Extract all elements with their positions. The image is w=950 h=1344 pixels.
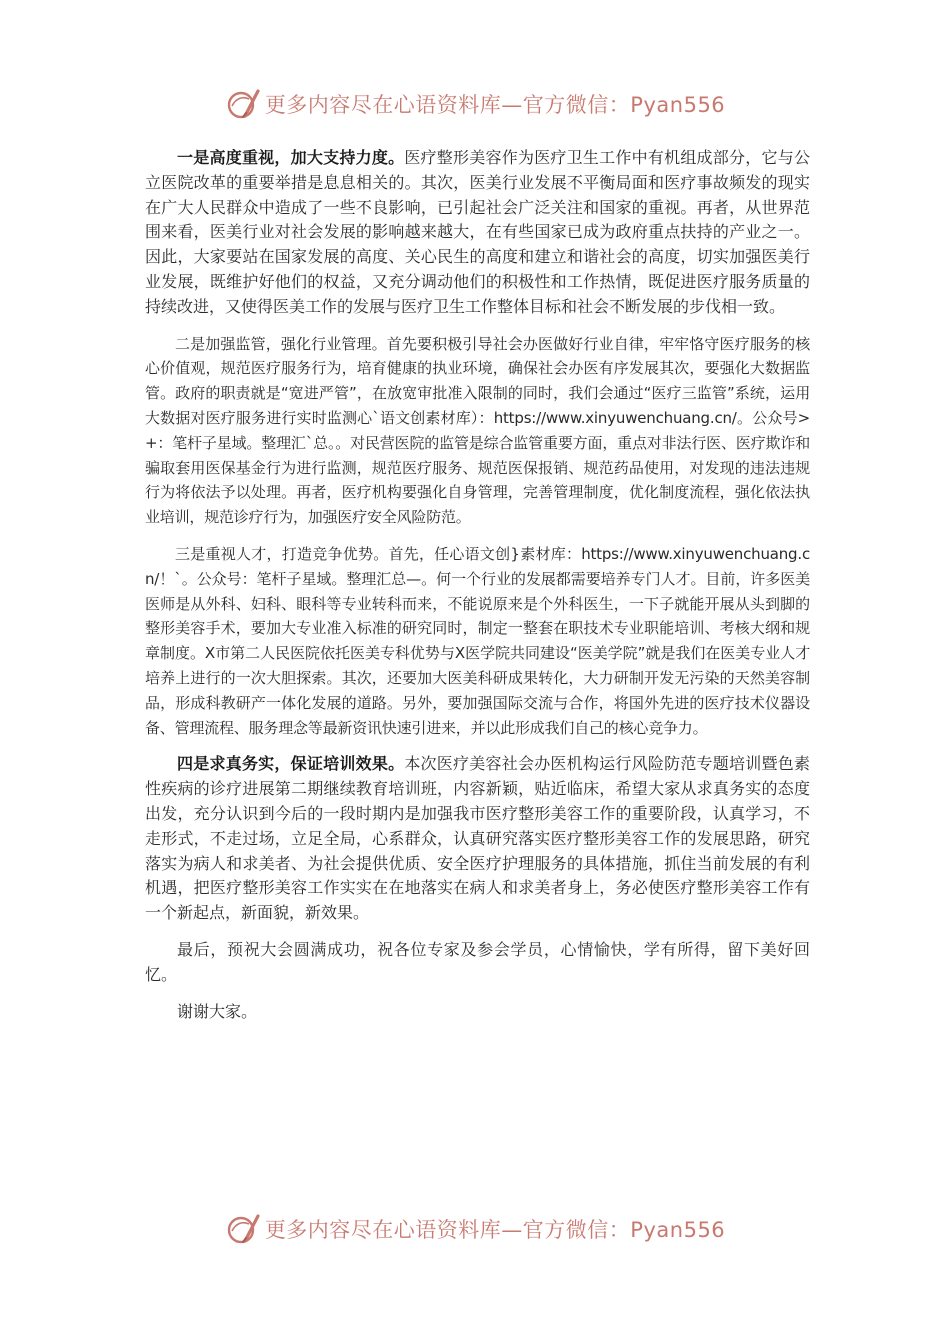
paragraph-4-heading: 四是求真务实，保证培训效果。 — [177, 754, 405, 774]
paragraph-3-text: 三是重视人才，打造竞争优势。首先，任心语文创}素材库：https://www.xinyuwenchuang.cn/！`。公众号：笔杆子星域。整理汇总—。何一个行业的发展都需要培养专门人才。目前，许多医美医师是从外科、妇科、眼科等专业转科而来，不能说原来是个外科医生，一下子就能开展从头到脚的整形美容手术，要加大专业准入标准的研究同时，制定一整套在职技术专业职能培训、考核大纲和规章制度。X市第二人民医院依托医美专科优势与X医学院共同建设“医美学院”就是我们在医美专业人才培养上进行的一次大胆探索。其次，还要加大医美科研成果转化，大力研制开发无污染的天然美容制品，形成科教研产一体化发展的道路。另外，要加强国际交流与合作，将国外先进的医疗技术仪器设备、管理流程、服务理念等最新资讯快速引进来，并以此形成我们自己的核心竞争力。 — [145, 544, 810, 737]
paragraph-6-text: 谢谢大家。 — [177, 1001, 258, 1021]
paragraph-4-text: 本次医疗美容社会办医机构运行风险防范专题培训暨色素性疾病的诊疗进展第二期继续教育培训班，内容新颖，贴近临床，希望大家从求真务实的态度出发，充分认识到今后的一段时期内是加强我市医疗整形美容工作的重要阶段，认真学习，不走形式，不走过场，立足全局，心系群众，认真研究落实医疗整形美容工作的发展思路，研究落实为病人和求美者、为社会提供优质、安全医疗护理服务的具体措施，抓住当前发展的有利机遇，把医疗整形美容工作实实在在地落实在病人和求美者身上，务必使医疗整形美容工作有一个新起点，新面貌，新效果。 — [145, 754, 810, 923]
paragraph-3 — [145, 542, 810, 740]
paragraph-5-text: 最后，预祝大会圆满成功，祝各位专家及参会学员，心情愉快，学有所得，留下美好回忆。 — [145, 939, 810, 984]
header-banner — [0, 84, 950, 124]
paragraph-4 — [145, 752, 810, 926]
paragraph-2-text: 二是加强监管，强化行业管理。首先要积极引导社会办医做好行业自律，牢牢恪守医疗服务的核心价值观，规范医疗服务行为，培育健康的执业环境，确保社会办医有序发展其次，要强化大数据监管。政府的职责就是“宽进严管”，在放宽审批准入限制的同时，我们会通过“医疗三监管”系统，运用大数据对医疗服务进行实时监测心`语文创素材库）：https://www.xinyuwenchuang.cn/。公众号>+：笔杆子星域。整理汇`总。。对民营医院的监管是综合监管重要方面，重点对非法行医、医疗欺诈和骗取套用医保基金行为进行监测，规范医疗服务、规范医保报销、规范药品使用，对发现的违法违规行为将依法予以处理。再者，医疗机构要强化自身管理，完善管理制度，优化制度流程，强化依法执业培训，规范诊疗行为，加强医疗安全风险防范。 — [145, 334, 810, 527]
paragraph-1 — [145, 146, 810, 320]
footer-banner-text: 更多内容尽在心语资料库—官方微信：Pyan556 — [264, 1218, 726, 1242]
paragraph-6 — [145, 1000, 810, 1025]
paragraph-5 — [145, 938, 810, 988]
paragraph-2 — [145, 332, 810, 530]
brush-logo-icon — [225, 86, 261, 122]
brush-logo-icon — [225, 1211, 261, 1247]
paragraph-1-text: 医疗整形美容作为医疗卫生工作中有机组成部分，它与公立医院改革的重要举措是息息相关的。其次，医美行业发展不平衡局面和医疗事故频发的现实在广大人民群众中造成了一些不良影响，已引起社会广泛关注和国家的重视。再者，从世界范围来看，医美行业对社会发展的影响越来越大，在有些国家已成为政府重点扶持的产业之一。因此，大家要站在国家发展的高度、关心民生的高度和建立和谐社会的高度，切实加强医美行业发展，既维护好他们的权益，又充分调动他们的积极性和工作热情，既促进医疗服务质量的持续改进，又使得医美工作的发展与医疗卫生工作整体目标和社会不断发展的步伐相一致。 — [145, 148, 810, 316]
header-banner-text: 更多内容尽在心语资料库—官方微信：Pyan556 — [264, 93, 726, 117]
paragraph-1-heading: 一是高度重视，加大支持力度。 — [177, 148, 405, 167]
document-body — [145, 146, 810, 1024]
footer-banner — [0, 1209, 950, 1249]
